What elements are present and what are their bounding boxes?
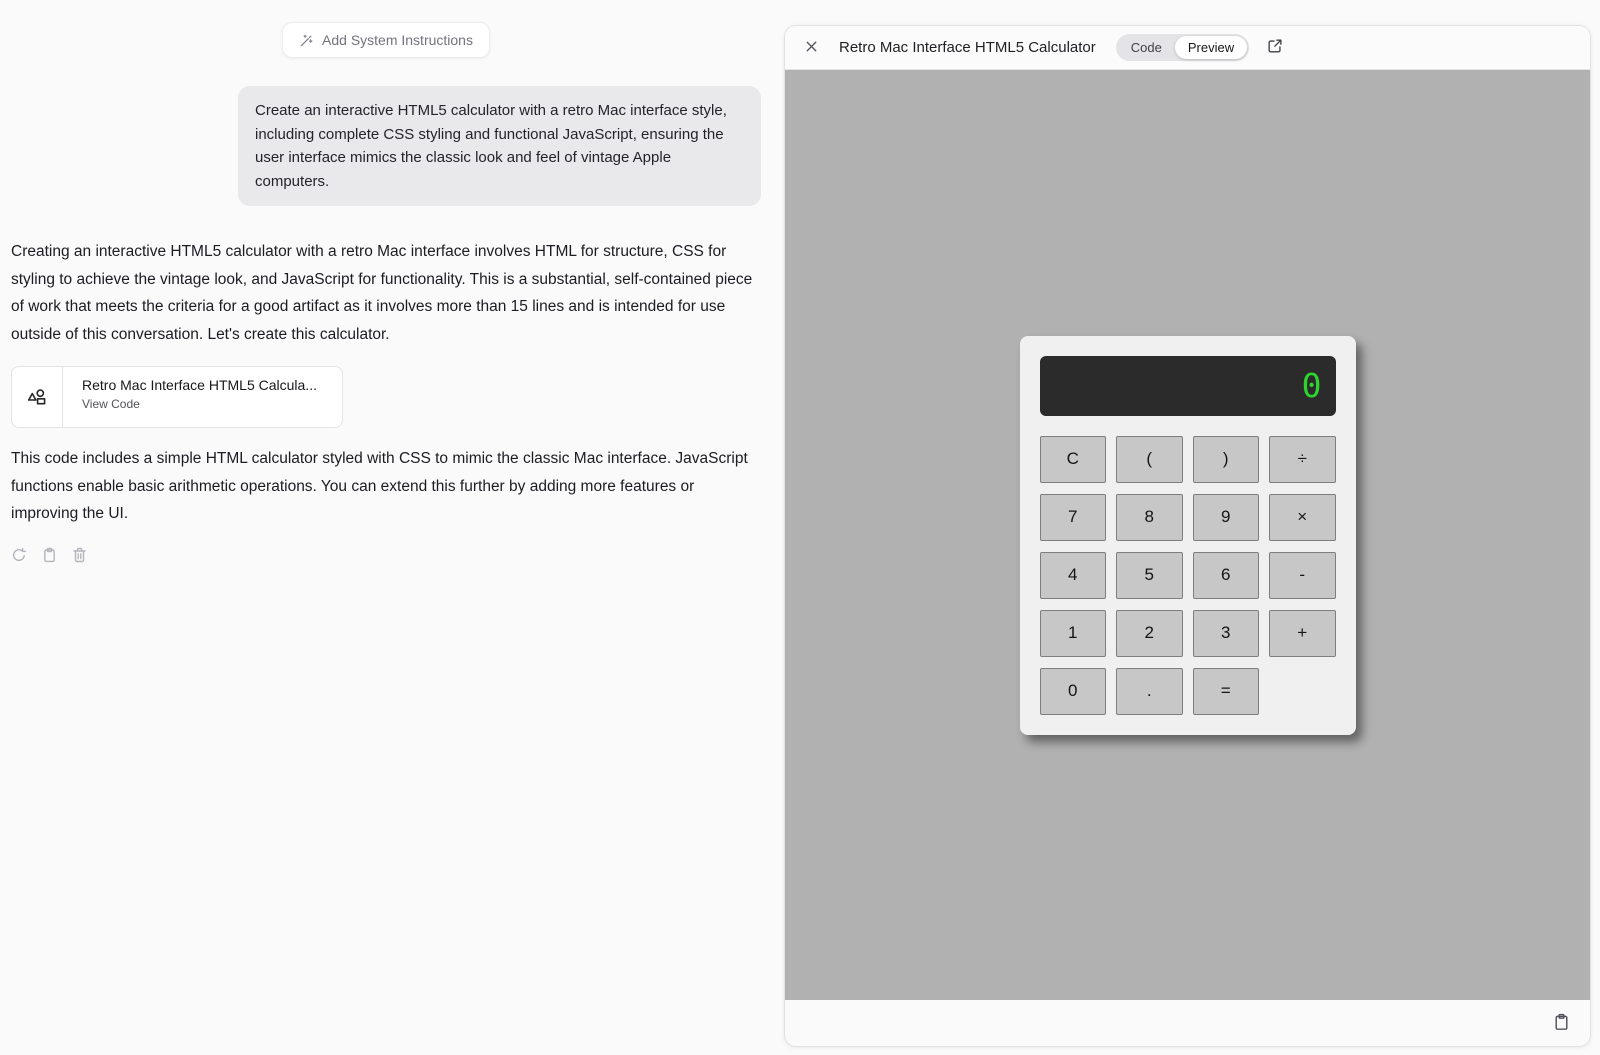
add-system-instructions-button[interactable] — [282, 22, 490, 58]
code-preview-toggle — [1116, 34, 1249, 61]
retry-icon — [11, 547, 27, 566]
calc-button-digit-5[interactable]: 5 — [1116, 552, 1183, 599]
calc-button-open-paren[interactable]: ( — [1116, 436, 1183, 483]
calc-button-digit-9[interactable]: 9 — [1193, 494, 1260, 541]
copy-icon — [42, 547, 57, 566]
calc-button-digit-4[interactable]: 4 — [1040, 552, 1107, 599]
user-message-text: Create an interactive HTML5 calculator with a retro Mac interface style, including complete CSS styling and functional JavaScript, ensuring the user interface mimics the classic look and feel of vintage Apple computers. — [255, 102, 727, 190]
artifact-panel-footer — [785, 1000, 1590, 1046]
delete-button[interactable] — [72, 547, 87, 566]
calc-button-divide[interactable]: ÷ — [1269, 436, 1336, 483]
calc-button-equals[interactable]: = — [1193, 668, 1260, 715]
calculator-display: 0 — [1040, 356, 1336, 416]
assistant-outro-text: This code includes a simple HTML calculator styled with CSS to mimic the classic Mac interface. JavaScript functions enable basic arithmetic operations. You can extend this further by adding more features or improving the UI. — [11, 450, 748, 522]
calc-button-clear[interactable]: C — [1040, 436, 1107, 483]
calc-button-multiply[interactable]: × — [1269, 494, 1336, 541]
copy-artifact-button[interactable] — [1551, 1011, 1572, 1036]
wand-icon — [299, 33, 314, 48]
message-actions — [11, 547, 761, 566]
artifact-title: Retro Mac Interface HTML5 Calcula... — [82, 377, 317, 393]
artifact-panel-title: Retro Mac Interface HTML5 Calculator — [839, 39, 1096, 56]
tab-preview[interactable]: Preview — [1175, 36, 1247, 59]
calc-button-close-paren[interactable]: ) — [1193, 436, 1260, 483]
calc-button-digit-8[interactable]: 8 — [1116, 494, 1183, 541]
close-icon — [803, 38, 820, 58]
artifact-preview-area — [785, 70, 1590, 1000]
calc-button-digit-7[interactable]: 7 — [1040, 494, 1107, 541]
artifact-panel — [784, 25, 1591, 1047]
conversation-pane — [0, 0, 784, 1055]
tab-code[interactable]: Code — [1130, 40, 1162, 55]
calc-button-digit-0[interactable]: 0 — [1040, 668, 1107, 715]
user-message-bubble — [238, 86, 761, 206]
calc-button-digit-3[interactable]: 3 — [1193, 610, 1260, 657]
calc-button-dot[interactable]: . — [1116, 668, 1183, 715]
calc-button-digit-6[interactable]: 6 — [1193, 552, 1260, 599]
artifact-card-text — [63, 367, 331, 427]
calculator-buttons — [1040, 436, 1336, 715]
retro-calculator — [1020, 336, 1356, 735]
shapes-icon — [12, 367, 63, 427]
assistant-intro-text: Creating an interactive HTML5 calculator with a retro Mac interface involves HTML for structure, CSS for styling to achieve the vintage look, and JavaScript for functionality. This is a substantial, self-contained piece of work that meets the criteria for a good artifact as it involves more than 15 lines and is intended for use outside of this conversation. Let's create this calculator. — [11, 243, 753, 343]
calc-button-digit-1[interactable]: 1 — [1040, 610, 1107, 657]
copy-icon — [1553, 1013, 1570, 1034]
artifact-panel-header — [785, 26, 1590, 70]
view-code-link[interactable]: View Code — [82, 397, 140, 411]
calc-button-minus[interactable]: - — [1269, 552, 1336, 599]
close-artifact-button[interactable] — [801, 36, 822, 60]
calc-button-plus[interactable]: + — [1269, 610, 1336, 657]
copy-button[interactable] — [42, 547, 57, 566]
calc-button-digit-2[interactable]: 2 — [1116, 610, 1183, 657]
retry-button[interactable] — [11, 547, 27, 566]
add-system-instructions-label: Add System Instructions — [322, 32, 473, 48]
external-link-icon — [1266, 37, 1284, 58]
trash-icon — [72, 547, 87, 566]
open-in-new-window-button[interactable] — [1264, 35, 1286, 60]
artifact-card[interactable] — [11, 366, 343, 428]
